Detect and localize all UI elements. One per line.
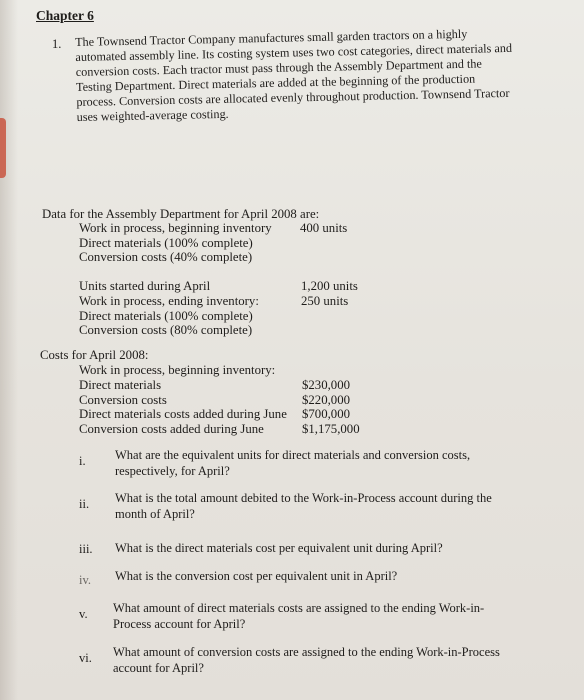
cost-row-value: $1,175,000 [302, 422, 360, 436]
cost-row-value: $230,000 [302, 378, 350, 392]
problem-number: 1. [52, 37, 62, 51]
cost-row-label: Direct materials [79, 378, 162, 392]
cost-row-label: Conversion costs added during June [79, 422, 264, 436]
costs-section-title: Costs for April 2008: [40, 348, 149, 362]
question-number: i. [79, 454, 86, 468]
chapter-heading: Chapter 6 [36, 8, 94, 23]
question-number: v. [79, 607, 88, 621]
units-started-label: Units started during April [79, 279, 211, 293]
wip-beginning-value: 400 units [300, 221, 348, 235]
question-number: ii. [79, 497, 90, 511]
wip-ending-label: Work in process, ending inventory: [79, 294, 259, 308]
cc-complete-end: Conversion costs (80% complete) [79, 323, 253, 337]
wip-ending-value: 250 units [301, 294, 349, 308]
cost-row-value: $700,000 [302, 407, 350, 421]
problem-intro: The Townsend Tractor Company manufactures small garden tractors on a highly automated assembly line. Its costing system uses two cost categories, direct materials and conversion costs. Each tractor must pass through the Assembly Department and the Testing Department. Direct materials are added at the beginning of the production process. Conversion costs are allocated evenly throughout production. Townsend Tractor uses weighted-average costing. [75, 26, 513, 124]
dm-complete-begin: Direct materials (100% complete) [79, 236, 253, 250]
costs-wip-beginning-label: Work in process, beginning inventory: [79, 363, 276, 377]
question-text: What amount of direct materials costs are assigned to the ending Work-in-Process account for April? [113, 601, 485, 631]
question-text: What amount of conversion costs are assigned to the ending Work-in-Process account for April? [113, 645, 500, 675]
question-number: vi. [79, 651, 92, 665]
units-started-value: 1,200 units [301, 279, 358, 293]
question-number: iv. [79, 573, 92, 587]
question-number: iii. [79, 542, 93, 556]
red-page-mark [0, 118, 6, 178]
page-shadow [0, 0, 18, 700]
question-text: What is the direct materials cost per equivalent unit during April? [115, 541, 443, 555]
dm-complete-end: Direct materials (100% complete) [79, 309, 253, 323]
wip-beginning-label: Work in process, beginning inventory [79, 221, 272, 235]
cost-row-label: Direct materials costs added during June [79, 407, 287, 421]
question-text: What is the total amount debited to the Work-in-Process account during the month of April? [115, 491, 492, 521]
question-text: What is the conversion cost per equivalent unit in April? [115, 569, 398, 583]
question-text: What are the equivalent units for direct materials and conversion costs, respectively, for April? [115, 448, 471, 478]
cost-row-label: Conversion costs [79, 393, 167, 407]
cost-row-value: $220,000 [302, 393, 350, 407]
cc-complete-begin: Conversion costs (40% complete) [79, 250, 253, 264]
data-section-title: Data for the Assembly Department for April 2008 are: [42, 207, 320, 221]
